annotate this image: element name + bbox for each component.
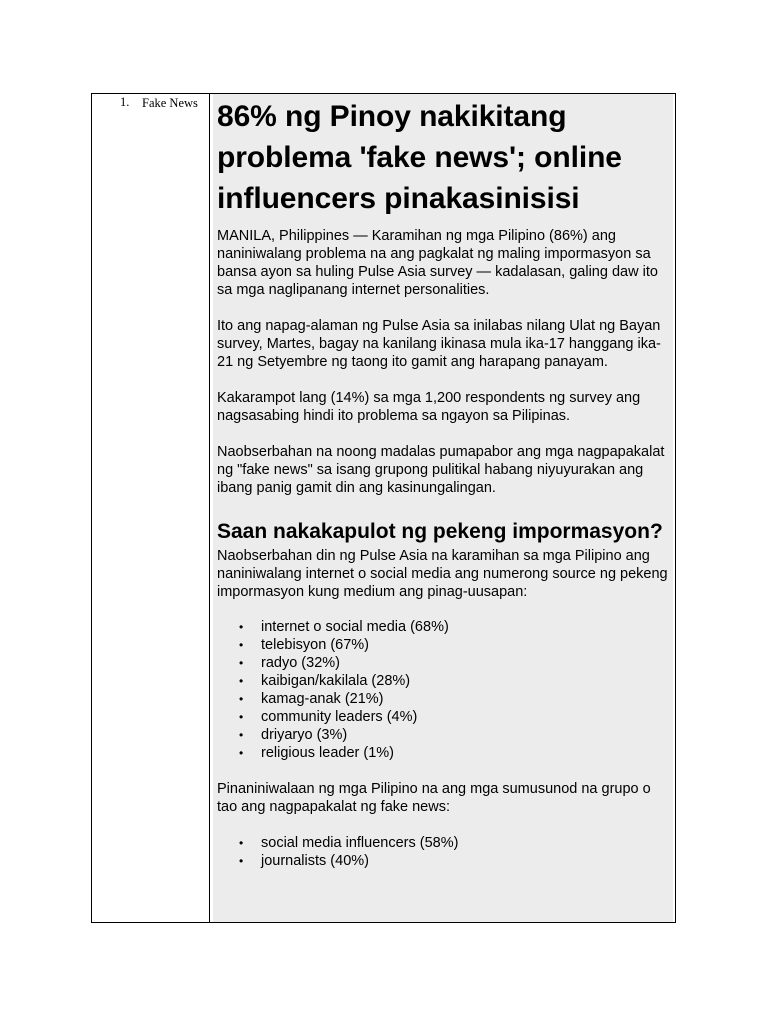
list-item: • community leaders (4%) bbox=[261, 708, 673, 726]
groups-paragraph: Pinaniniwalaan ng mga Pilipino na ang mga sumusunod na grupo o tao ang nagpapakalat ng fake news: bbox=[217, 780, 651, 815]
section-paragraph: Naobserbahan din ng Pulse Asia na karamihan sa mga Pilipino ang naniniwalang internet o social media ang numerong source ng pekeng impormasyon kung medium ang pinag-uusapan: bbox=[217, 547, 668, 600]
list-item: • religious leader (1%) bbox=[261, 744, 673, 762]
list-item-number: 1. bbox=[120, 95, 130, 109]
list-item: • driyaryo (3%) bbox=[261, 726, 673, 744]
list-item: • internet o social media (68%) bbox=[261, 618, 673, 636]
article-paragraph-3: Kakarampot lang (14%) sa mga 1,200 respondents ng survey ang nagsasabing hindi ito problema sa ngayon sa Pilipinas. bbox=[217, 390, 641, 424]
list-item: • kamag-anak (21%) bbox=[261, 690, 673, 708]
document-table bbox=[91, 93, 676, 923]
article-title: 86% ng Pinoy nakikitang problema 'fake news'; online influencers pinakasinisisi bbox=[217, 100, 622, 215]
groups-list bbox=[217, 834, 673, 870]
table-left-cell bbox=[92, 94, 209, 922]
list-item: • social media influencers (58%) bbox=[261, 834, 673, 852]
sources-list bbox=[217, 618, 673, 762]
list-item-label: Fake News bbox=[142, 96, 198, 110]
list-item: • journalists (40%) bbox=[261, 852, 673, 870]
article-paragraph-1: MANILA, Philippines — Karamihan ng mga Pilipino (86%) ang naniniwalang problema na ang pagkalat ng maling impormasyon sa bansa ayon sa huling Pulse Asia survey — kadalasan, galing daw ito sa mga naglipanang internet personalities. bbox=[217, 228, 658, 298]
article-content bbox=[213, 94, 673, 922]
list-item: • telebisyon (67%) bbox=[261, 636, 673, 654]
list-item: • radyo (32%) bbox=[261, 654, 673, 672]
article-paragraph-4: Naobserbahan na noong madalas pumapabor ang mga nagpapakalat ng "fake news" sa isang grupong pulitikal habang niyuyurakan ang ibang panig gamit din ang kasinungalingan. bbox=[217, 444, 665, 496]
section-subheading: Saan nakakapulot ng pekeng impormasyon? bbox=[217, 520, 663, 543]
list-item: • kaibigan/kakilala (28%) bbox=[261, 672, 673, 690]
article-paragraph-2: Ito ang napag-alaman ng Pulse Asia sa inilabas nilang Ulat ng Bayan survey, Martes, bagay na kanilang ikinasa mula ika-17 hanggang ika-21 ng Setyembre ng taong ito gamit ang harapang panayam. bbox=[217, 318, 661, 370]
table-right-cell bbox=[210, 94, 675, 922]
